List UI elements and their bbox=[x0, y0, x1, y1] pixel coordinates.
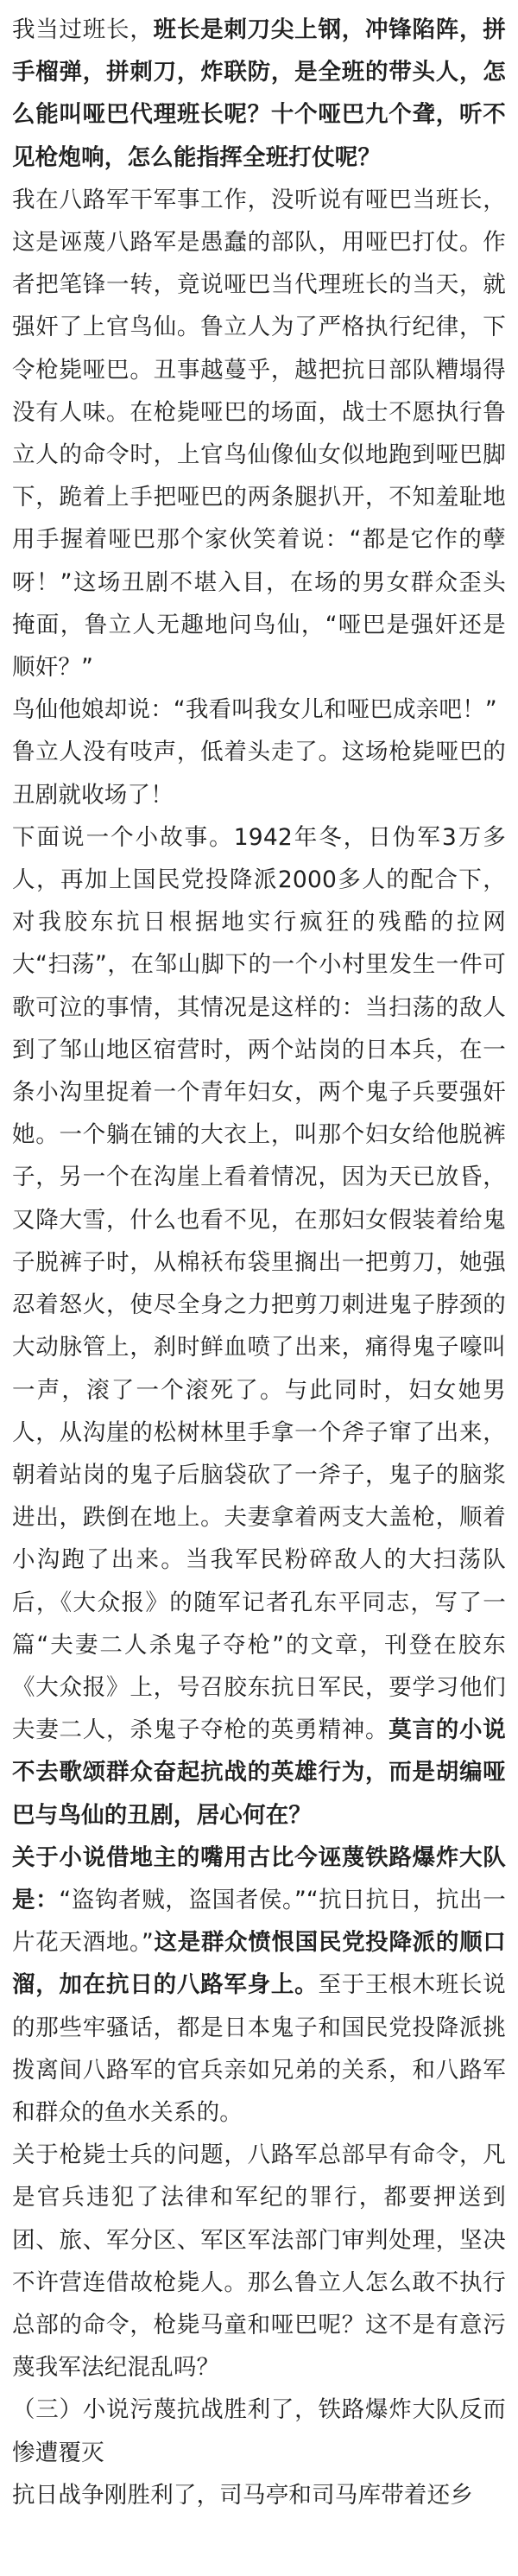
bold-text: 莫言的小说不去歌颂群众奋起抗战的英雄行为，而是胡编哑巴与鸟仙的丑剧，居心何在？ bbox=[12, 1716, 507, 1829]
body-text: 关于枪毙士兵的问题，八路军总部早有命令，凡是官兵违犯了法律和军纪的罪行，都要押送到团、旅、军分区、军区军法部门审判处理，坚决不许营连借故枪毙人。那么鲁立人怎么敢不执行总部的命令，枪毙马童和哑巴呢？这不是有意污蔑我军法纪混乱吗？ bbox=[12, 2141, 506, 2382]
paragraph bbox=[12, 9, 506, 179]
paragraph bbox=[12, 2134, 506, 2389]
body-text: 鸟仙他娘却说：“我看叫我女儿和哑巴成亲吧！” bbox=[12, 696, 497, 724]
bold-text: 班长是刺刀尖上钢，冲锋陷阵，拼手榴弹，拼刺刀，炸联防，是全班的带头人，怎么能叫哑巴代理班长呢？十个哑巴九个聋，听不见枪炮响，怎么能指挥全班打仗呢？ bbox=[12, 16, 507, 171]
bold-text: 这是群众愤恨国民党投降派的顺口溜，加在抗日的八路军身上。 bbox=[12, 1929, 506, 1999]
paragraph bbox=[12, 1837, 506, 2134]
paragraph bbox=[12, 2474, 506, 2516]
body-text: 下面说一个小故事。1942年冬，日伪军3万多人，再加上国民党投降派2000多人的配合下，对我胶东抗日根据地实行疯狂的残酷的拉网大“扫荡”，在邹山脚下的一个小村里发生一件可歌可泣的事情，其情况是这样的：当扫荡的敌人到了邹山地区宿营时，两个站岗的日本兵，在一条小沟里捉着一个青年妇女，两个鬼子兵要强奸她。一个躺在铺的大衣上，叫那个妇女给他脱裤子，另一个在沟崖上看着情况，因为天已放昏，又降大雪，什么也看不见，在那妇女假装着给鬼子脱裤子时，从棉袄布袋里搁出一把剪刀，她强忍着怒火，使尽全身之力把剪刀刺进鬼子脖颈的大动脉管上，刹时鲜血喷了出来，痛得鬼子嚎叫一声，滚了一个滚死了。与此同时，妇女她男人，从沟崖的松树林里手拿一个斧子窜了出来，朝着站岗的鬼子后脑袋砍了一斧子，鬼子的脑浆进出，跌倒在地上。夫妻拿着两支大盖枪，顺着小沟跑了出来。当我军民粉碎敌人的大扫荡队后，《大众报》的随军记者孔东平同志，写了一篇“夫妻二人杀鬼子夺枪”的文章，刊登在胶东《大众报》上，号召胶东抗日军民，要学习他们夫妻二人，杀鬼子夺枪的英勇精神。 bbox=[12, 823, 506, 1744]
bold-text: 关于小说借地主的嘴用古比今诬蔑铁路爆炸大队是： bbox=[12, 1843, 506, 1913]
paragraph bbox=[12, 816, 506, 1837]
body-text: 我在八路军干军事工作，没听说有哑巴当班长，这是诬蔑八路军是愚蠢的部队，用哑巴打仗。作者把笔锋一转，竟说哑巴当代理班长的当天，就强奸了上官鸟仙。鲁立人为了严格执行纪律，下令枪毙哑巴。丑事越蔓乎，越把抗日部队糟塌得没有人味。在枪毙哑巴的场面，战士不愿执行鲁立人的命令时，上官鸟仙像仙女似地跑到哑巴脚下，跪着上手把哑巴的两条腿扒开，不知羞耻地用手握着哑巴那个家伙笑着说：“都是它作的孽呀！”这场丑剧不堪入目，在场的男女群众歪头掩面，鲁立人无趣地问鸟仙，“哑巴是强奸还是顺奸？” bbox=[12, 186, 506, 682]
paragraph bbox=[12, 2389, 506, 2473]
body-text: 抗日战争刚胜利了，司马亭和司马库带着还乡 bbox=[12, 2481, 473, 2509]
body-text: （三）小说污蔑抗战胜利了，铁路爆炸大队反而惨遭覆灭 bbox=[12, 2396, 506, 2466]
body-text: 至于王根木班长说的那些牢骚话，都是日本鬼子和国民党投降派挑拨离间八路军的官兵亲如兄弟的关系，和八路军和群众的鱼水关系的。 bbox=[12, 1971, 506, 2126]
paragraph bbox=[12, 179, 506, 688]
body-text: 我当过班长， bbox=[12, 16, 154, 43]
paragraph bbox=[12, 731, 506, 815]
body-text: 鲁立人没有吱声，低着头走了。这场枪毙哑巴的丑剧就收场了！ bbox=[12, 739, 506, 809]
paragraph bbox=[12, 688, 506, 731]
body-text: “盗钩者贼，盗国者侯。”“抗日抗日，抗出一片花天酒地。” bbox=[12, 1886, 507, 1957]
